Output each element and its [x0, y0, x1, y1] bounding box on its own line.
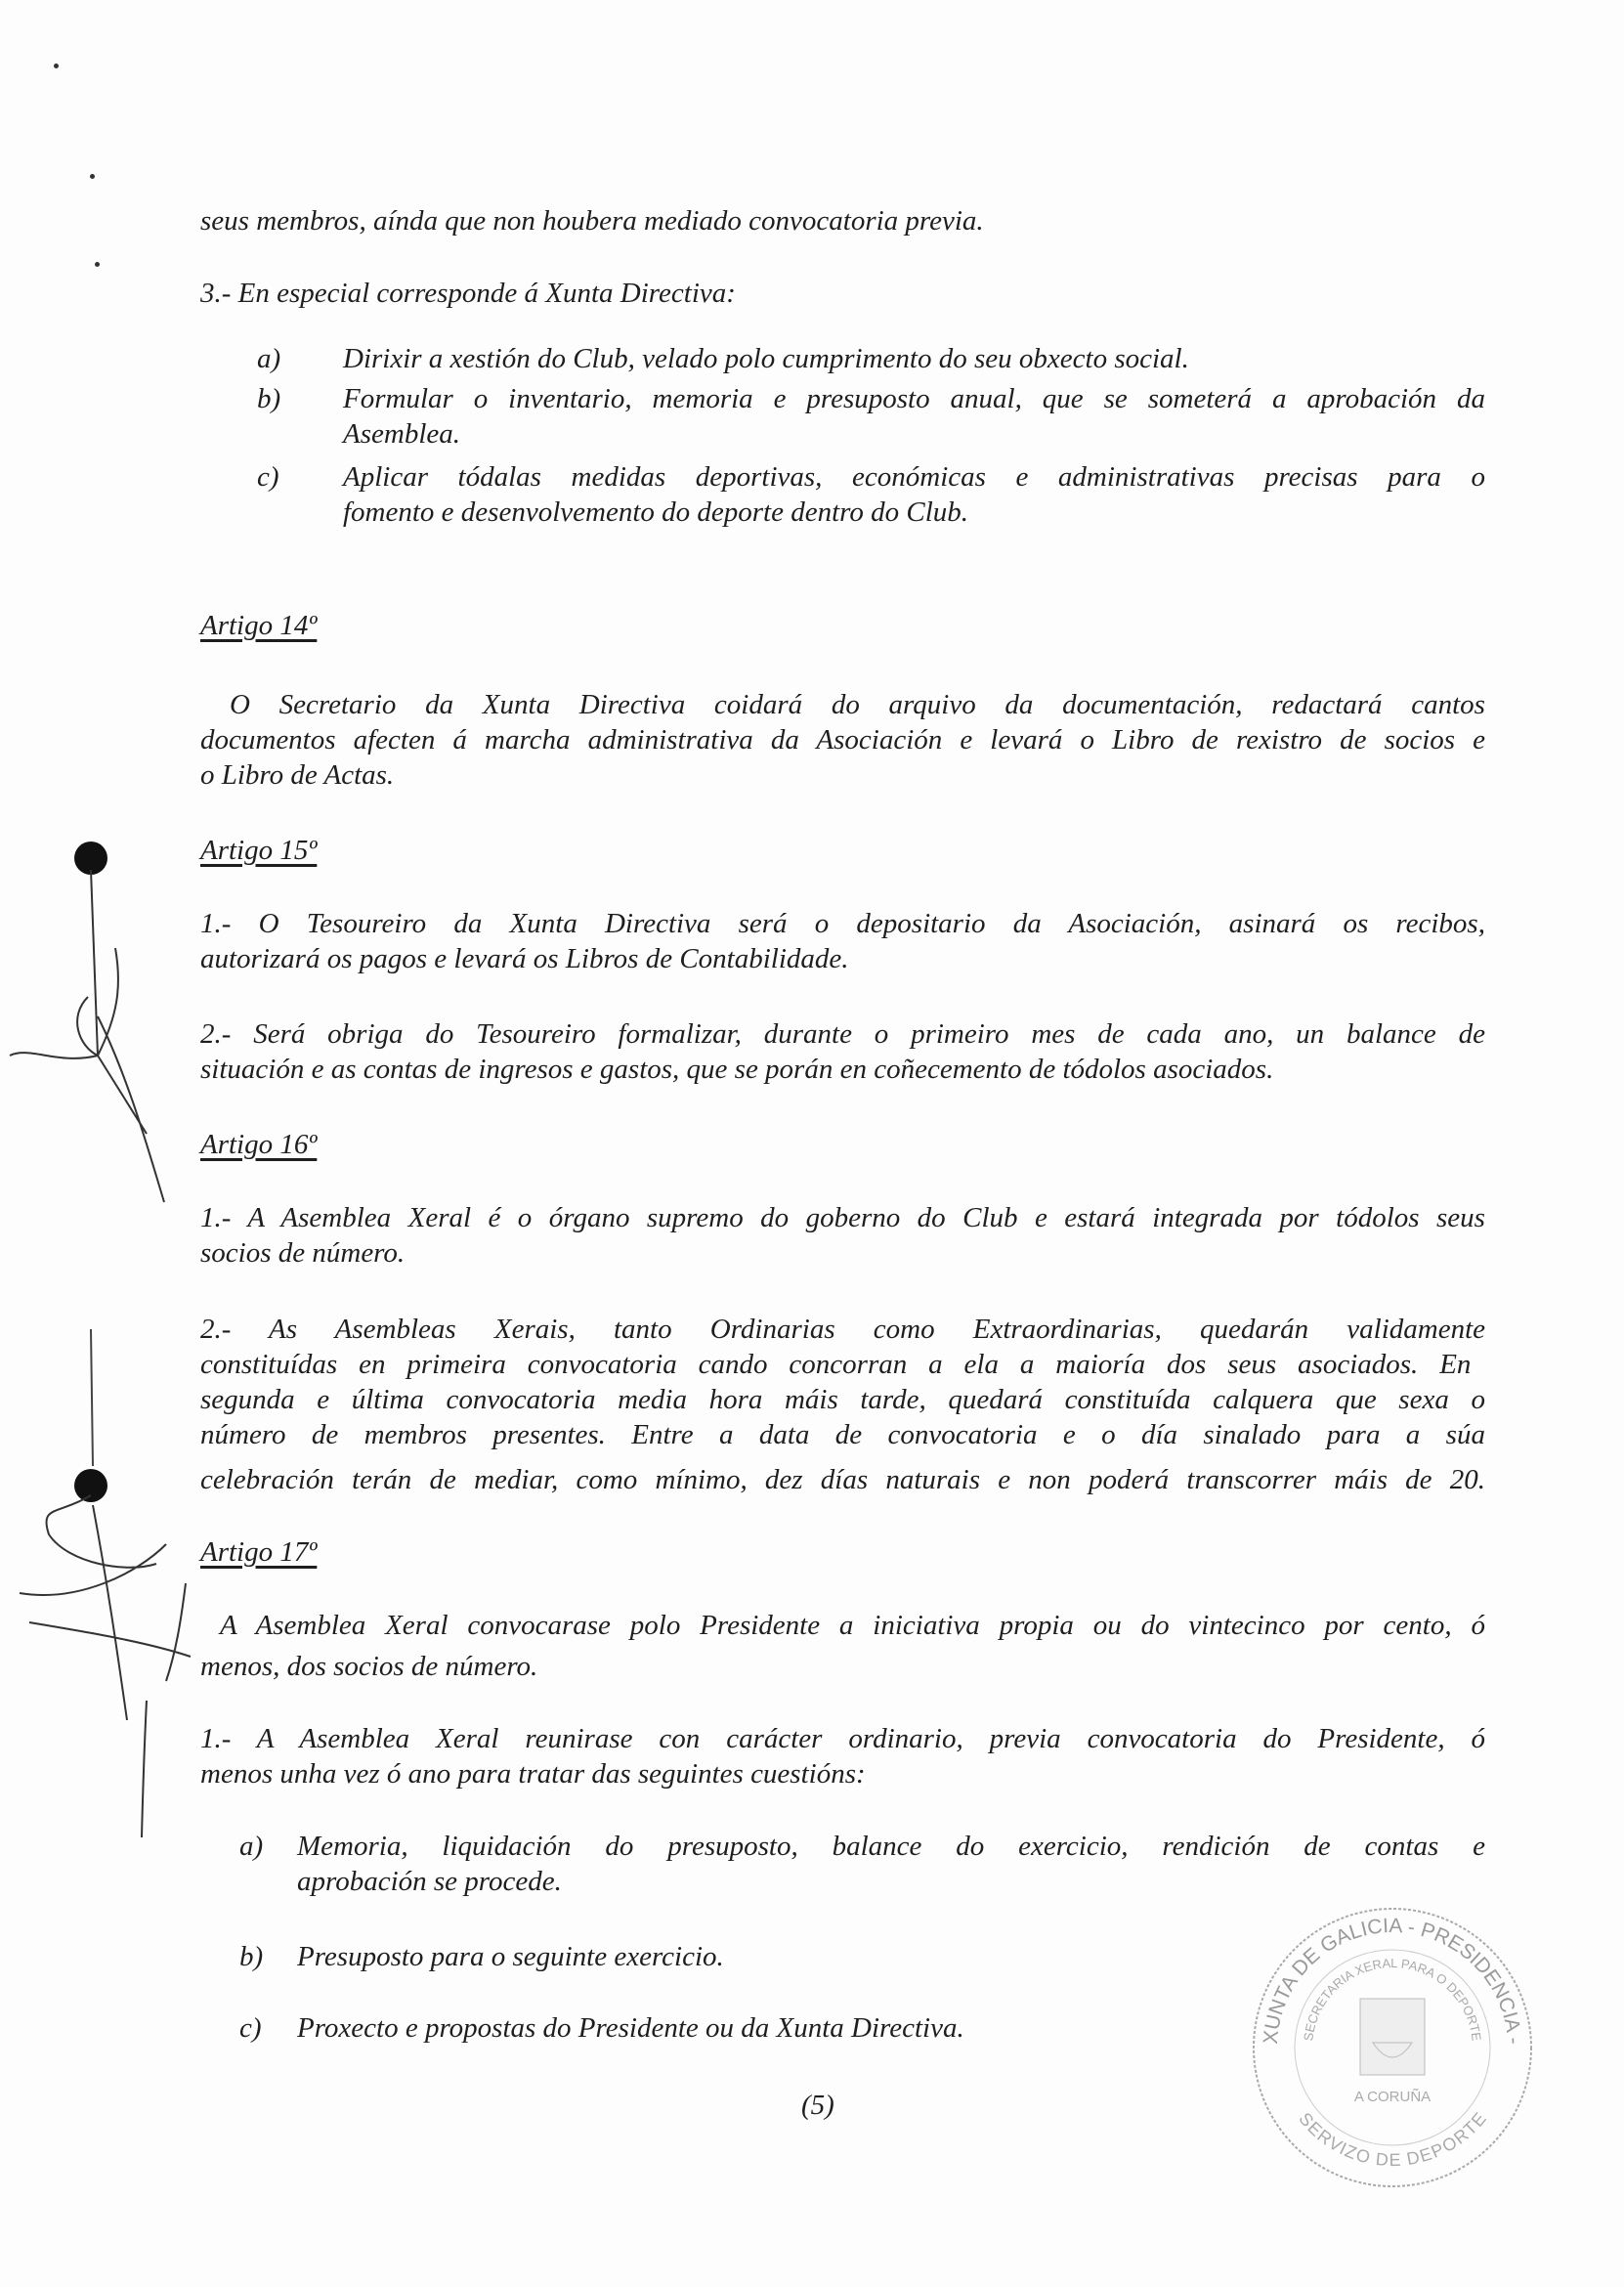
- text-line: A Asemblea Xeral convocarase polo Presidente a iniciativa propia ou do vintecinco por cento, ó: [220, 1610, 1485, 1641]
- text-line: 1.- A Asemblea Xeral reunirase con carácter ordinario, previa convocatoria do Presidente, ó: [200, 1723, 1486, 1754]
- text-line: 1.- O Tesoureiro da Xunta Directiva será o depositario da Asociación, asinará os recibos,: [200, 908, 1485, 939]
- article-15-paragraph-2: [200, 1016, 1485, 1087]
- text-line: Memoria, liquidación do presuposto, balance do exercicio, rendición de contas e: [297, 1831, 1485, 1862]
- article-17-paragraph-1: [200, 1721, 1485, 1791]
- text-line: segunda e última convocatoria media hora máis tarde, quedará constituída calquera que sexa o: [200, 1384, 1485, 1415]
- text-line: situación e as contas de ingresos e gastos, que se porán en coñecemento de tódolos asociados.: [200, 1054, 1274, 1085]
- text-line: Proxecto e propostas do Presidente ou da Xunta Directiva.: [297, 2012, 964, 2044]
- text-line: fomento e desenvolvemento do deporte dentro do Club.: [343, 496, 968, 528]
- list-marker: c): [257, 461, 279, 493]
- continuation-text: [200, 203, 1485, 238]
- handwritten-signature-1: [0, 821, 195, 1231]
- scan-speck: [90, 174, 95, 179]
- text-line: constituídas en primeira convocatoria cando concorran a ela a maioría dos seus asociados. En: [200, 1349, 1472, 1380]
- scan-speck: [54, 64, 59, 68]
- section-3-intro: [200, 276, 1485, 311]
- text-line: Presuposto para o seguinte exercicio.: [297, 1941, 724, 1972]
- stamp-city: A CORUÑA: [1353, 2089, 1432, 2105]
- scan-speck: [95, 262, 100, 267]
- official-stamp: [1241, 1906, 1544, 2189]
- text-line: Dirixir a xestión do Club, velado polo cumprimento do seu obxecto social.: [343, 343, 1189, 374]
- article-16-heading: Artigo 16º: [200, 1129, 318, 1160]
- article-14-heading: Artigo 14º: [200, 610, 318, 641]
- text-line: 1.- A Asemblea Xeral é o órgano supremo do goberno do Club e estará integrada por tódolos seus: [200, 1202, 1485, 1233]
- handwritten-signature-2: [0, 1329, 195, 1857]
- text-line: aprobación se procede.: [297, 1866, 562, 1897]
- article-15-heading: Artigo 15º: [200, 835, 318, 866]
- list-marker: b): [239, 1941, 264, 1972]
- list-marker: a): [239, 1831, 264, 1862]
- text-line: Formular o inventario, memoria e presuposto anual, que se someterá a aprobación da: [343, 383, 1485, 414]
- stamp-bottom-text: SERVIZO DE DEPORTE: [1295, 2108, 1490, 2170]
- article-14-paragraph: [200, 687, 1485, 793]
- text-line: seus membros, aínda que non houbera mediado convocatoria previa.: [200, 205, 984, 237]
- text-line: menos, dos socios de número.: [200, 1651, 538, 1682]
- text-line: documentos afecten á marcha administrativa da Asociación e levará o Libro de rexistro de socios e: [200, 724, 1486, 755]
- article-16-paragraph-1: [200, 1200, 1485, 1271]
- text-line: celebración terán de mediar, como mínimo, dez días naturais e non poderá transcorrer máis de 20.: [200, 1464, 1486, 1495]
- text-line: Aplicar tódalas medidas deportivas, económicas e administrativas precisas para o: [343, 461, 1485, 493]
- text-line: menos unha vez ó ano para tratar das seguintes cuestións:: [200, 1758, 866, 1790]
- page-number: (5): [801, 2090, 834, 2121]
- article-16-paragraph-2: [200, 1312, 1485, 1497]
- article-17-heading: Artigo 17º: [200, 1536, 318, 1568]
- list-marker: c): [239, 2012, 262, 2044]
- article-17-paragraph-0: [200, 1608, 1485, 1684]
- text-line: 2.- As Asembleas Xerais, tanto Ordinarias como Extraordinarias, quedarán validamente: [200, 1314, 1486, 1345]
- text-line: Asemblea.: [343, 418, 460, 450]
- article-15-paragraph-1: [200, 906, 1485, 976]
- text-line: socios de número.: [200, 1237, 406, 1269]
- text-line: autorizará os pagos e levará os Libros de Contabilidade.: [200, 943, 849, 974]
- text-line: o Libro de Actas.: [200, 759, 395, 791]
- text-line: 2.- Será obriga do Tesoureiro formalizar, durante o primeiro mes de cada ano, un balance de: [200, 1018, 1485, 1050]
- text-line: O Secretario da Xunta Directiva coidará do arquivo da documentación, redactará cantos: [230, 689, 1485, 720]
- text-line: 3.- En especial corresponde á Xunta Directiva:: [200, 278, 736, 309]
- text-line: número de membros presentes. Entre a data de convocatoria e o día sinalado para a súa: [200, 1419, 1485, 1450]
- stamp-inner-text: SECRETARIA XERAL PARA O DEPORTE: [1301, 1956, 1484, 2043]
- list-marker: a): [257, 343, 281, 374]
- stamp-outer-text: XUNTA DE GALICIA - PRESIDENCIA -: [1259, 1914, 1525, 2046]
- list-marker: b): [257, 383, 281, 414]
